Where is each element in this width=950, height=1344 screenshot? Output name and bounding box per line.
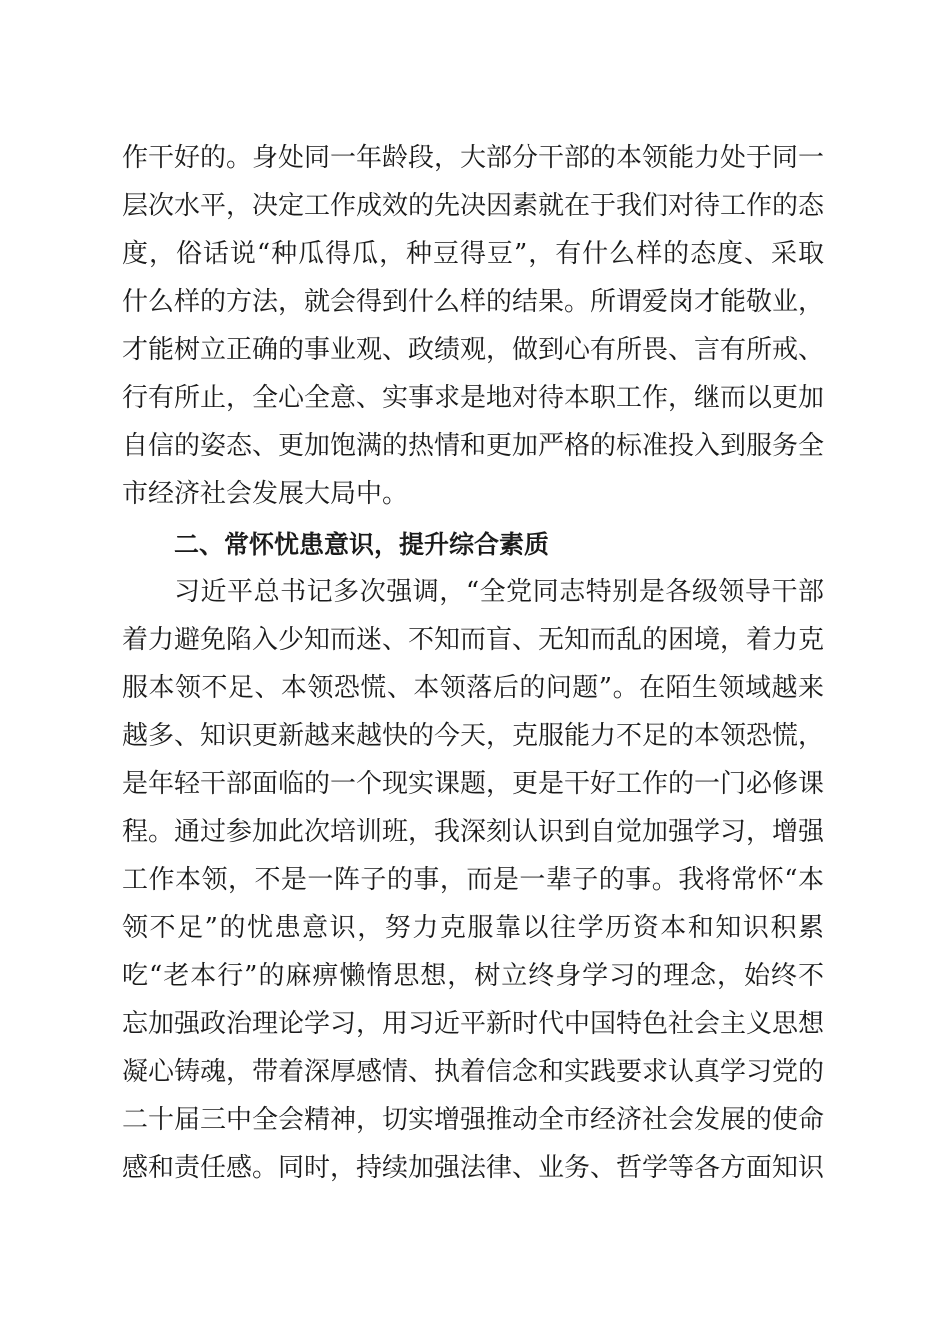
section2-line-1: 习近平总书记多次强调，“全党同志特别是各级领导干部 <box>174 577 824 607</box>
section2-line-7: 工作本领，不是一阵子的事，而是一辈子的事。我将常怀“本 <box>122 865 824 895</box>
section-heading: 二、常怀忧患意识，提升综合素质 <box>174 530 550 559</box>
section2-line-10: 忘加强政治理论学习，用习近平新时代中国特色社会主义思想 <box>122 1009 825 1039</box>
section2-line-11: 凝心铸魂，带着深厚感情、执着信念和实践要求认真学习党的 <box>122 1057 825 1087</box>
paragraph1-line-3: 度，俗话说“种瓜得瓜，种豆得豆”，有什么样的态度、采取 <box>122 239 824 269</box>
section2-line-9: 吃“老本行”的麻痹懒惰思想，树立终身学习的理念，始终不 <box>122 961 824 991</box>
section2-line-3: 服本领不足、本领恐慌、本领落后的问题”。在陌生领域越来 <box>122 673 824 703</box>
section2-line-8: 领不足”的忧患意识，努力克服靠以往学历资本和知识积累 <box>122 913 824 943</box>
paragraph1-line-6: 行有所止，全心全意、实事求是地对待本职工作，继而以更加 <box>122 383 825 413</box>
section2-line-6: 程。通过参加此次培训班，我深刻认识到自觉加强学习，增强 <box>122 817 825 847</box>
paragraph1-line-2: 层次水平，决定工作成效的先决因素就在于我们对待工作的态 <box>122 191 825 221</box>
paragraph1-line-1: 作干好的。身处同一年龄段，大部分干部的本领能力处于同一 <box>122 143 825 173</box>
paragraph1-line-5: 才能树立正确的事业观、政绩观，做到心有所畏、言有所戒、 <box>122 335 825 365</box>
paragraph1-line-4: 什么样的方法，就会得到什么样的结果。所谓爱岗才能敬业， <box>122 287 825 317</box>
section2-line-12: 二十届三中全会精神，切实增强推动全市经济社会发展的使命 <box>122 1105 825 1135</box>
section2-line-13: 感和责任感。同时，持续加强法律、业务、哲学等各方面知识 <box>122 1153 825 1183</box>
paragraph1-line-7: 自信的姿态、更加饱满的热情和更加严格的标准投入到服务全 <box>122 431 825 461</box>
section2-line-5: 是年轻干部面临的一个现实课题，更是干好工作的一门必修课 <box>122 769 825 799</box>
section2-line-2: 着力避免陷入少知而迷、不知而盲、无知而乱的困境，着力克 <box>122 625 825 655</box>
paragraph1-line-8: 市经济社会发展大局中。 <box>122 479 409 509</box>
section2-line-4: 越多、知识更新越来越快的今天，克服能力不足的本领恐慌， <box>122 721 825 751</box>
